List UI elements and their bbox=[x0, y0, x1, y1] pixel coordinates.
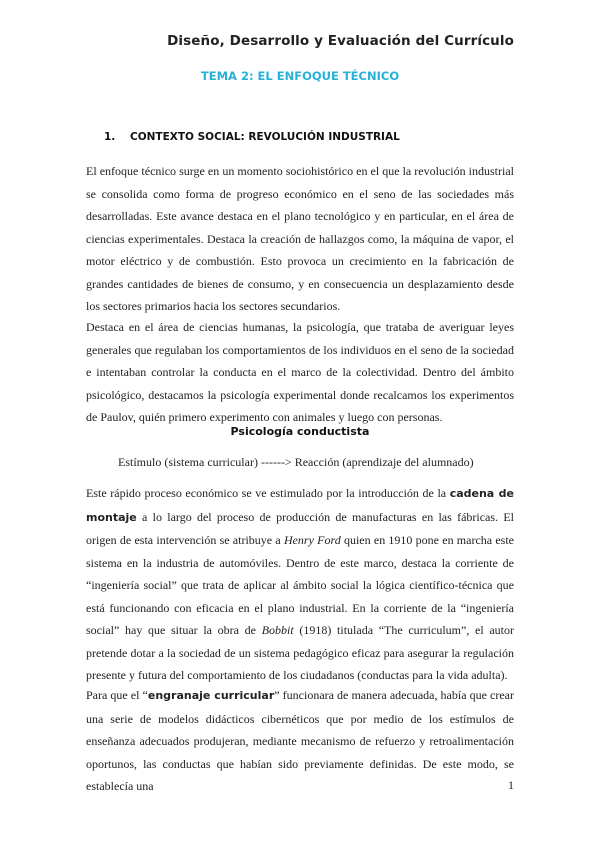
keyword-cadena-de-montaje: cadena de montaje bbox=[86, 487, 514, 524]
paragraph-4-text: Para que el “ bbox=[86, 688, 148, 702]
paragraph-1: El enfoque técnico surge en un momento sociohistórico en el que la revolución industrial se consolida como forma de progreso económico en el seno de las sociedades más desarrolladas. Este avance destaca en el plano tecnológico y en particular, en el área de ciencias experimentales. Destaca la creación de hallazgos como, la máquina de vapor, el motor eléctrico y de combustión. Esto provoca un crecimiento en la fabricación de grandes cantidades de bienes de consumo, y en consecuencia un desplazamiento desde los sectores primarios hacia los sectores secundarios. bbox=[86, 164, 514, 313]
paragraph-3 bbox=[86, 482, 514, 687]
name-henry-ford: Henry Ford bbox=[283, 533, 341, 547]
paragraph-4-text: ” funcionara de manera adecuada, había que crear una serie de modelos didácticos cibernéticos que por medio de los estímulos de enseñanza adecuados produjeran, mediante mecanismo de refuerzo y retroalimentación oportunos, las conductas que habían sido previamente definidas. De este modo, se establecía una bbox=[86, 688, 514, 793]
paragraph-4 bbox=[86, 684, 514, 798]
section-heading bbox=[104, 131, 400, 143]
name-bobbit: Bobbit bbox=[261, 623, 294, 637]
paragraph-3-text: Este rápido proceso económico se ve estimulado por la introducción de la bbox=[86, 486, 450, 500]
topic-title: TEMA 2: EL ENFOQUE TÉCNICO bbox=[200, 69, 400, 83]
paragraph-3-text: (1918) titulada “The curriculum”, el autor pretende dotar a la sociedad de un sistema pedagógico eficaz para asegurar la regulación presente y futura del comportamiento de los ciudadanos (conductas para la vida adulta). bbox=[86, 623, 514, 682]
paragraph-3-text: quien en 1910 pone en marcha este sistema en la industria de automóviles. Dentro de este marco, destaca la corriente de “ingeniería social” que trata de aplicar al ámbito social la lógica científico-técnica que está funcionando con eficacia en el plano industrial. En la corriente de la “ingeniería social” hay que situar la obra de bbox=[86, 533, 515, 637]
page-number: 1 bbox=[508, 778, 514, 792]
section-title: CONTEXTO SOCIAL: REVOLUCIÓN INDUSTRIAL bbox=[130, 131, 400, 143]
paragraph-2: Destaca en el área de ciencias humanas, la psicología, que trataba de averiguar leyes generales que regulaban los comportamientos de los individuos en el seno de la sociedad e intentaban controlar la conducta en el marco de la colectividad. Dentro del ámbito psicológico, destacamos la psicología experimental donde recalcamos los experimentos de Paulov, quién primero experimento con animales y luego con personas. bbox=[86, 320, 514, 424]
section-number: 1. bbox=[104, 131, 116, 143]
keyword-engranaje-curricular: engranaje curricular bbox=[147, 689, 275, 702]
document-header: Diseño, Desarrollo y Evaluación del Currículo bbox=[167, 33, 514, 49]
stimulus-reaction-line: Estímulo (sistema curricular) ------> Reacción (aprendizaje del alumnado) bbox=[118, 455, 474, 469]
subsection-title: Psicología conductista bbox=[230, 425, 370, 438]
paragraph-3-text: a lo largo del proceso de producción de manufacturas en las fábricas. El origen de esta intervención se atribuye a bbox=[86, 509, 514, 547]
